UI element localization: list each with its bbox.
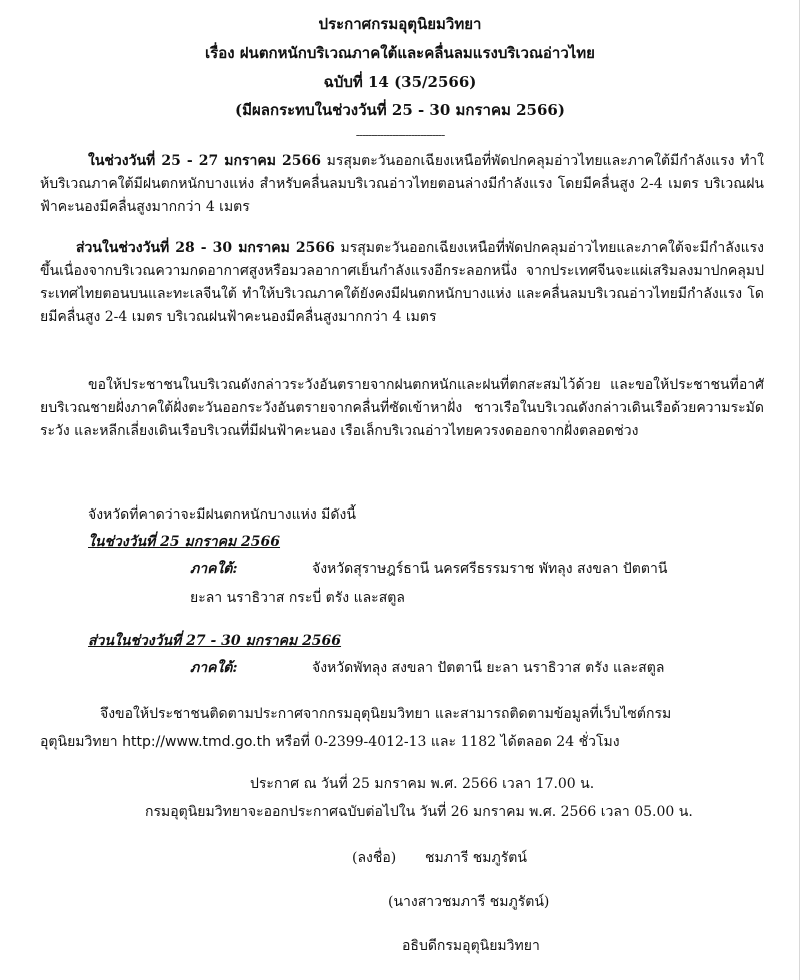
section-2-region: ภาคใต้:	[190, 660, 238, 676]
signatory-position: อธิบดีกรมอุตุนิยมวิทยา	[402, 938, 540, 954]
header-issue-number: ฉบับที่ 14 (35/2566)	[323, 73, 477, 91]
header-effective-period: (มีผลกระทบในช่วงวันที่ 25 - 30 มกราคม 2566)	[235, 101, 565, 119]
followup-line2-prefix: อุตุนิยมวิทยา	[40, 734, 123, 750]
header-divider: -----------------------------	[355, 128, 445, 142]
paragraph-period-2-lead: ส่วนในช่วงวันที่ 28 - 30 มกราคม 2566	[76, 240, 335, 256]
section-2-provinces-line1: จังหวัดพัทลุง สงขลา ปัตตานี ยะลา นราธิวาส ตรัง และสตูล	[312, 660, 665, 676]
paragraph-period-1-lead: ในช่วงวันที่ 25 - 27 มกราคม 2566	[88, 153, 322, 169]
tmd-website-link[interactable]: http://www.tmd.go.th	[122, 734, 271, 750]
section-1-provinces-line2: ยะลา นราธิวาส กระบี่ ตรัง และสตูล	[190, 590, 405, 606]
provinces-intro: จังหวัดที่คาดว่าจะมีฝนตกหนักบางแห่ง มีดังนี้	[88, 507, 356, 523]
section-2-heading: ส่วนในช่วงวันที่ 27 - 30 มกราคม 2566	[88, 633, 342, 649]
signature-name: ชมภารี ชมภูรัตน์	[425, 850, 527, 866]
paragraph-period-2	[40, 237, 764, 329]
section-1-region: ภาคใต้:	[190, 561, 238, 577]
paragraph-period-1-text: มรสุมตะวันออกเฉียงเหนือที่พัดปกคลุมอ่าวไทยและภาคใต้มีกำลังแรง ทำให้บริเวณภาคใต้มีฝนตกหนักบางแห่ง สำหรับคลื่นลมบริเวณอ่าวไทยตอนล่างมีกำลังแรง โดยมีคลื่นสูง 2-4 เมตร บริเวณฝนฟ้าคะนองมีคลื่นสูงมากกว่า 4 เมตร	[40, 153, 764, 215]
header-org: ประกาศกรมอุตุนิยมวิทยา	[318, 15, 482, 33]
section-1-provinces-line1: จังหวัดสุราษฎร์ธานี นครศรีธรรมราช พัทลุง สงขลา ปัตตานี	[312, 561, 668, 577]
section-1-heading: ในช่วงวันที่ 25 มกราคม 2566	[88, 534, 281, 550]
paragraph-warning	[40, 374, 764, 443]
paragraph-warning-text: ขอให้ประชาชนในบริเวณดังกล่าวระวังอันตรายจากฝนตกหนักและฝนที่ตกสะสมไว้ด้วย และขอให้ประชาชนที่อาศัยบริเวณชายฝั่งภาคใต้ฝั่งตะวันออกระวังอันตรายจากคลื่นที่ซัดเข้าหาฝั่ง ชาวเรือในบริเวณดังกล่าวเดินเรือด้วยความระมัดระวัง และหลีกเลี่ยงเดินเรือบริเวณที่มีฝนฟ้าคะนอง เรือเล็กบริเวณอ่าวไทยควรงดออกจากฝั่งตลอดช่วง	[40, 377, 764, 439]
next-issue-datetime: กรมอุตุนิยมวิทยาจะออกประกาศฉบับต่อไปใน วันที่ 26 มกราคม พ.ศ. 2566 เวลา 05.00 น.	[145, 804, 693, 820]
paragraph-period-1	[40, 150, 764, 219]
issued-datetime: ประกาศ ณ วันที่ 25 มกราคม พ.ศ. 2566 เวลา 17.00 น.	[250, 776, 595, 792]
paragraph-period-2-text: มรสุมตะวันออกเฉียงเหนือที่พัดปกคลุมอ่าวไทยและภาคใต้จะมีกำลังแรงขึ้นเนื่องจากบริเวณความกดอากาศสูงหรือมวลอากาศเย็นกำลังแรงอีกระลอกหนึ่ง จากประเทศจีนจะแผ่เสริมลงมาปกคลุมประเทศไทยตอนบนและทะเลจีนใต้ ทำให้บริเวณภาคใต้ยังคงมีฝนตกหนักบางแห่ง และคลื่นลมบริเวณอ่าวไทยมีกำลังแรง โดยมีคลื่นสูง 2-4 เมตร บริเวณฝนฟ้าคะนองมีคลื่นสูงมากกว่า 4 เมตร	[40, 240, 764, 325]
signature-label: (ลงชื่อ)	[352, 850, 397, 866]
followup-line1: จึงขอให้ประชาชนติดตามประกาศจากกรมอุตุนิยมวิทยา และสามารถติดตามข้อมูลที่เว็บไซต์กรม	[100, 706, 672, 722]
signatory-full-name: (นางสาวชมภารี ชมภูรัตน์)	[388, 894, 550, 910]
followup-line2-suffix: หรือที่ 0-2399-4012-13 และ 1182 ได้ตลอด 24 ชั่วโมง	[271, 734, 620, 750]
header-subject: เรื่อง ฝนตกหนักบริเวณภาคใต้และคลื่นลมแรงบริเวณอ่าวไทย	[205, 44, 595, 62]
followup-line2	[40, 731, 620, 754]
